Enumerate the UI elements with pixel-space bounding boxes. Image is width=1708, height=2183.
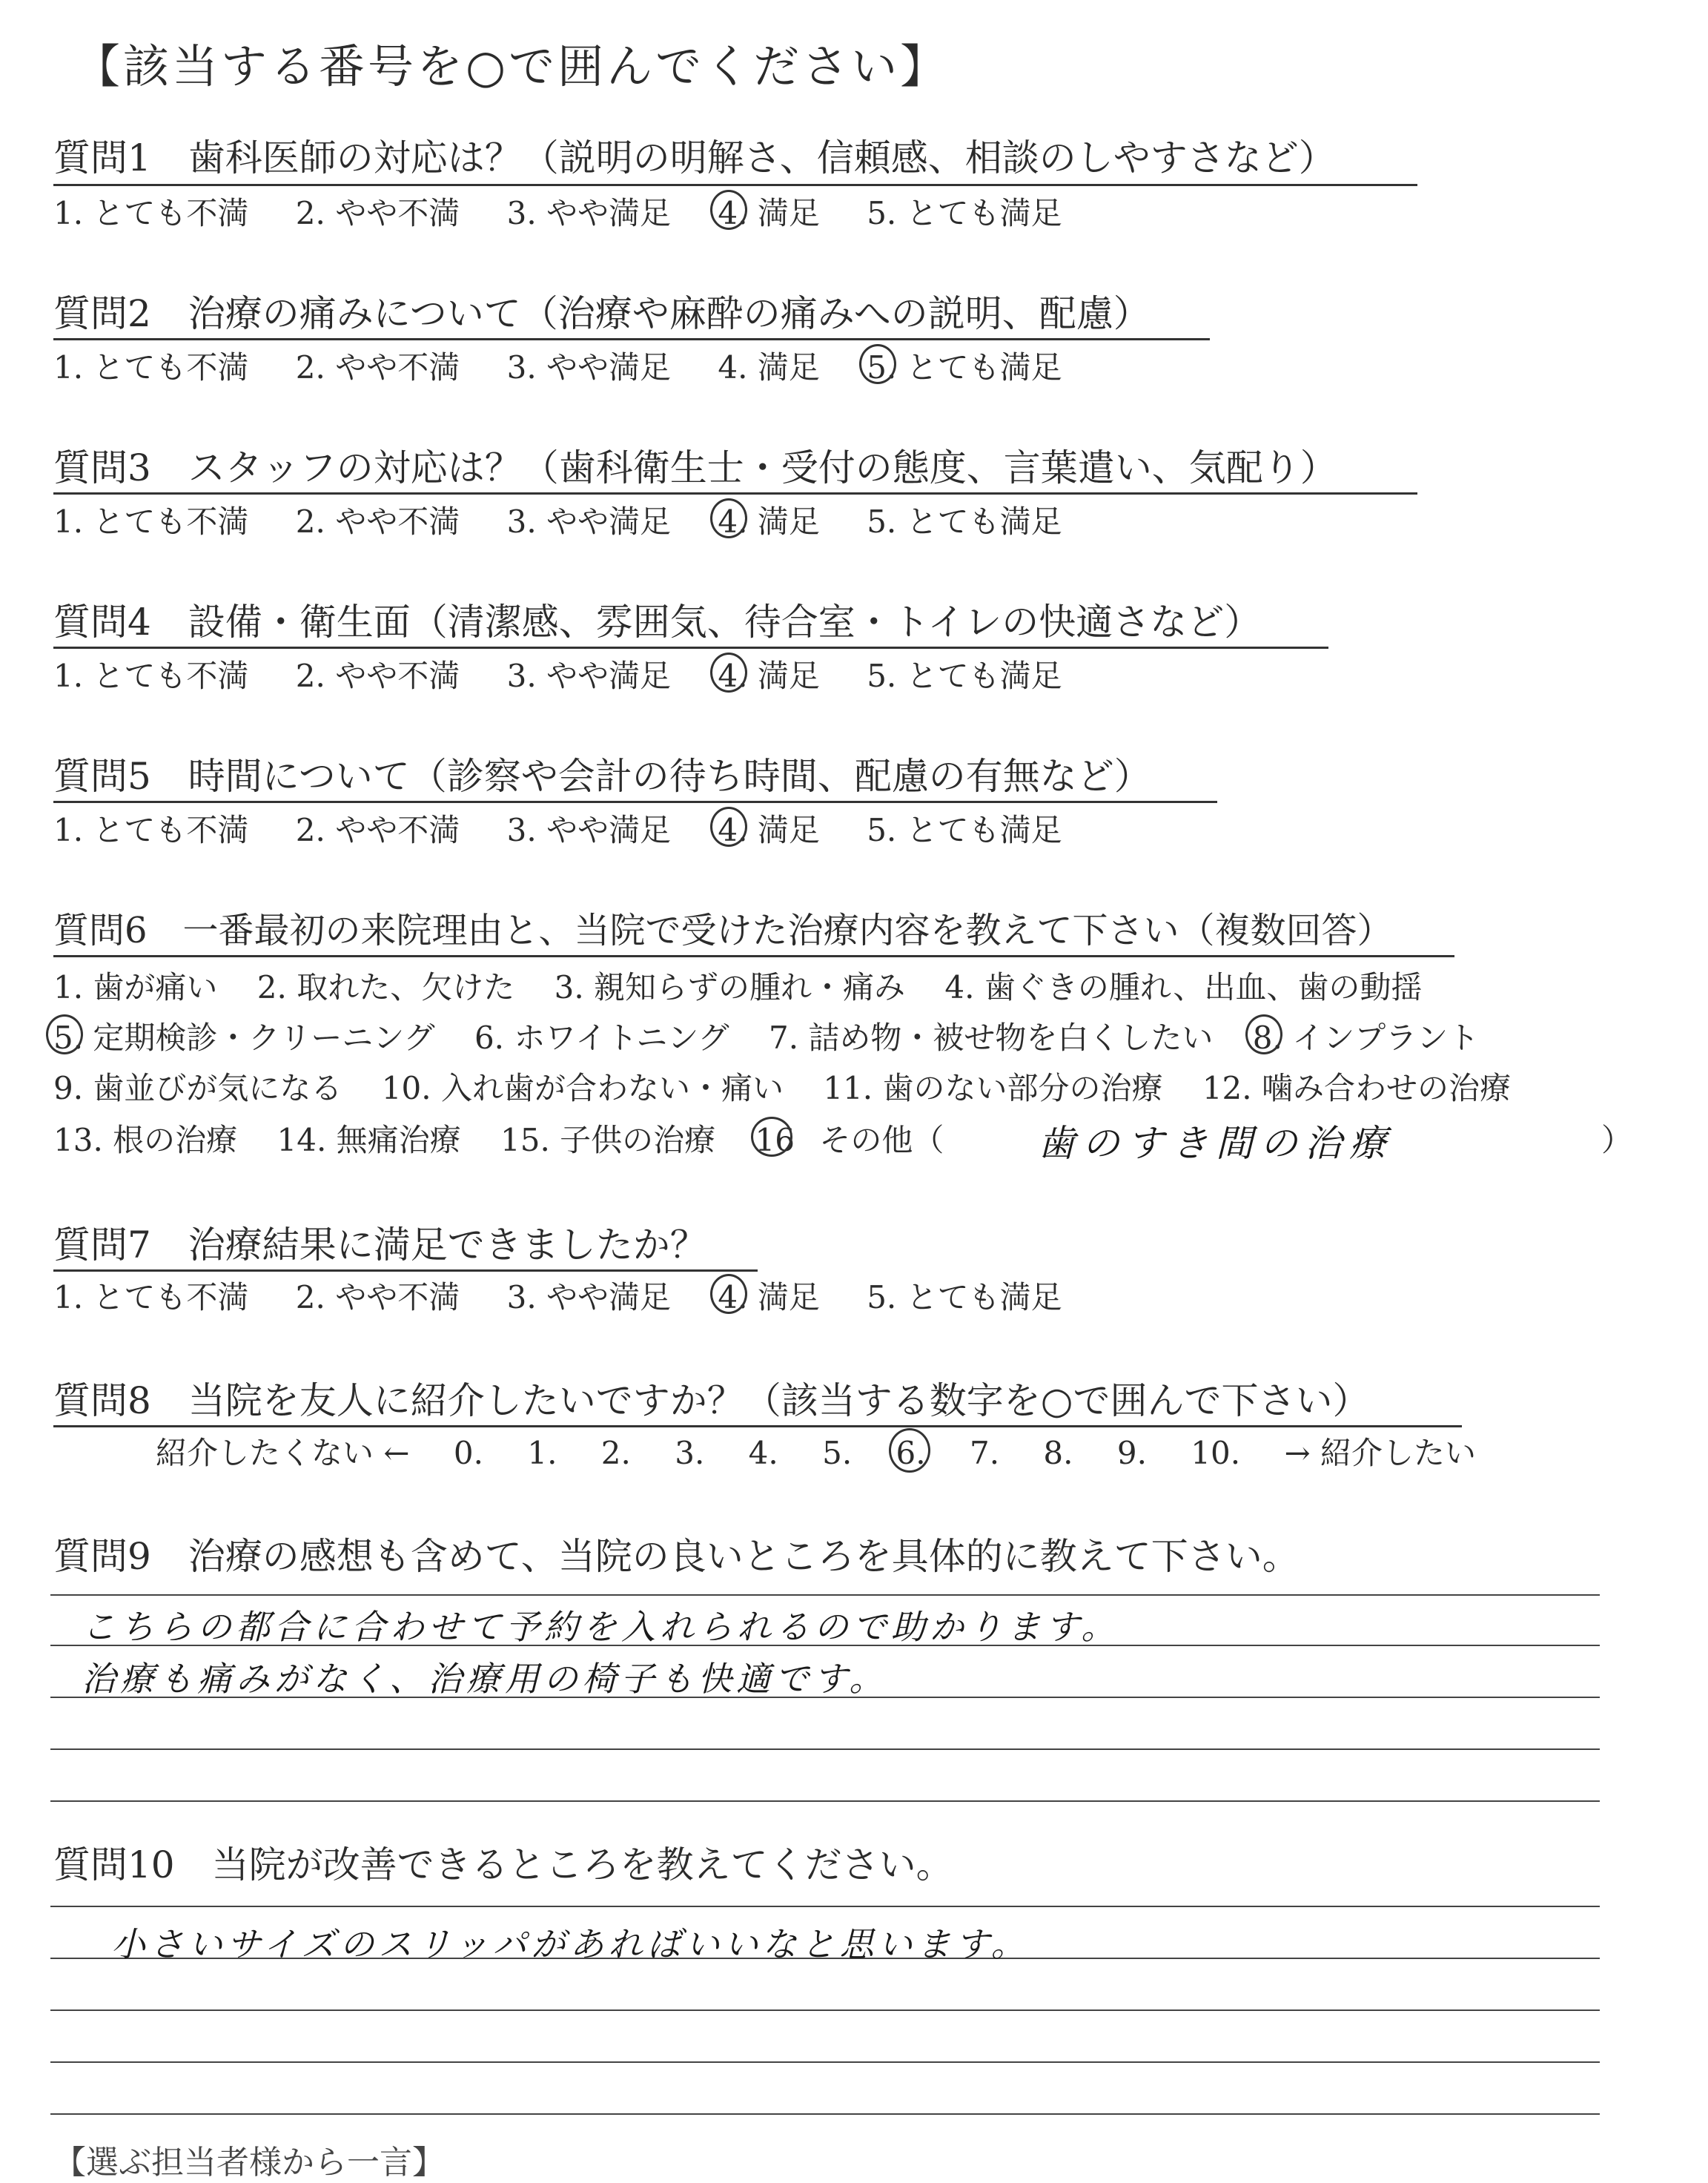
q5-options: [53, 811, 1062, 850]
q4-option-4[interactable]: 4. 満足: [718, 657, 819, 696]
q2-option-4[interactable]: 4. 満足: [718, 349, 820, 386]
q5-option-2[interactable]: 2. やや不満: [295, 812, 460, 848]
q4-option-3[interactable]: 3. やや満足: [506, 658, 672, 694]
q9-heading: 質問9 治療の感想も含めて、当院の良いところを具体的に教えて下さい。: [53, 1535, 1300, 1578]
q4-heading: 質問4 設備・衛生面（清潔感、雰囲気、待合室・トイレの快適さなど）: [53, 601, 1262, 644]
q1-options: [53, 194, 1062, 233]
q2-heading: 質問2 治療の痛みについて（治療や麻酔の痛みへの説明、配慮）: [53, 292, 1151, 335]
q1-option-4[interactable]: 4. 満足: [718, 194, 819, 233]
q7-option-5[interactable]: 5. とても満足: [867, 1279, 1062, 1315]
q8-underline: [53, 1425, 1462, 1427]
q6-other-label: その他（: [819, 1122, 944, 1158]
q1-underline: [53, 184, 1417, 186]
q7-underline: [53, 1269, 758, 1272]
q2-option-2[interactable]: 2. やや不満: [295, 349, 460, 386]
q3-option-5[interactable]: 5. とても満足: [867, 503, 1062, 540]
q6-option-3[interactable]: 3. 親知らずの腫れ・痛み: [554, 969, 906, 1005]
q5-heading: 質問5 時間について（診察や会計の待ち時間、配慮の有無など）: [53, 755, 1151, 798]
q6-row-1: [53, 968, 1422, 1007]
q10-heading: 質問10 当院が改善できるところを教えてください。: [53, 1843, 953, 1886]
q6-other-close: ）: [1601, 1122, 1633, 1158]
q6-row-3: [53, 1069, 1511, 1108]
q1-option-5[interactable]: 5. とても満足: [867, 195, 1062, 231]
selection-circle: [1245, 1014, 1282, 1054]
q6-option-13[interactable]: 13. 根の治療: [53, 1122, 238, 1158]
q4-option-1[interactable]: 1. とても不満: [53, 658, 249, 694]
q8-option-8[interactable]: 8.: [1043, 1435, 1073, 1471]
q9-rule-4: [50, 1748, 1600, 1750]
q6-other-answer[interactable]: 歯のすき間の治療: [1038, 1122, 1394, 1165]
q3-heading: 質問3 スタッフの対応は？（歯科衛生士・受付の態度、言葉遣い、気配り）: [53, 446, 1337, 489]
q6-option-10[interactable]: 10. 入れ歯が合わない・痛い: [381, 1070, 784, 1106]
q6-option-2[interactable]: 2. 取れた、欠けた: [256, 969, 515, 1005]
q2-option-1[interactable]: 1. とても不満: [53, 349, 249, 386]
q7-option-4[interactable]: 4. 満足: [718, 1278, 819, 1317]
q7-option-1[interactable]: 1. とても不満: [53, 1279, 249, 1315]
q1-option-2[interactable]: 2. やや不満: [295, 195, 460, 231]
q6-option-4[interactable]: 4. 歯ぐきの腫れ、出血、歯の動揺: [944, 969, 1423, 1005]
q6-heading: 質問6 一番最初の来院理由と、当院で受けた治療内容を教えて下さい（複数回答）: [53, 910, 1393, 951]
selection-circle: [889, 1428, 930, 1473]
q5-option-1[interactable]: 1. とても不満: [53, 812, 249, 848]
q7-heading: 質問7 治療結果に満足できましたか？: [53, 1223, 707, 1266]
q6-option-9[interactable]: 9. 歯並びが気になる: [53, 1070, 342, 1106]
selection-circle: [46, 1014, 83, 1054]
q10-rule-4: [50, 2061, 1600, 2063]
q8-left-label: 紹介したくない ←: [156, 1435, 410, 1471]
q5-option-4[interactable]: 4. 満足: [718, 811, 819, 850]
q6-option-15[interactable]: 15. 子供の治療: [500, 1122, 716, 1158]
q6-option-7[interactable]: 7. 詰め物・被せ物を白くしたい: [768, 1020, 1214, 1056]
q3-option-1[interactable]: 1. とても不満: [53, 503, 249, 540]
q3-underline: [53, 492, 1417, 495]
q6-option-5[interactable]: 5. 定期検診・クリーニング: [53, 1019, 435, 1057]
q1-option-1[interactable]: 1. とても不満: [53, 195, 249, 231]
q9-answer-line-2[interactable]: 治療も痛みがなく、治療用の椅子も快適です。: [82, 1659, 888, 1699]
q8-option-3[interactable]: 3.: [675, 1435, 705, 1471]
q7-option-3[interactable]: 3. やや満足: [506, 1279, 672, 1315]
q8-option-6[interactable]: 6.: [896, 1434, 926, 1473]
q6-option-6[interactable]: 6. ホワイトニング: [474, 1020, 729, 1056]
q6-option-1[interactable]: 1. 歯が痛い: [53, 969, 218, 1005]
q8-option-7[interactable]: 7.: [969, 1435, 1000, 1471]
q6-option-11[interactable]: 11. 歯のない部分の治療: [823, 1070, 1163, 1106]
q6-option-12[interactable]: 12. 噛み合わせの治療: [1202, 1070, 1511, 1106]
q4-option-2[interactable]: 2. やや不満: [295, 658, 460, 694]
q6-underline: [53, 955, 1454, 957]
q8-option-2[interactable]: 2.: [600, 1435, 631, 1471]
q8-right-label: → 紹介したい: [1284, 1435, 1476, 1471]
q8-option-1[interactable]: 1.: [527, 1435, 557, 1471]
q4-option-5[interactable]: 5. とても満足: [867, 658, 1062, 694]
q6-option-8[interactable]: 8. インプラント: [1253, 1019, 1479, 1057]
q5-option-3[interactable]: 3. やや満足: [506, 812, 672, 848]
q10-answer-line-1[interactable]: 小さいサイズのスリッパがあればいいなと思います。: [111, 1924, 1030, 1964]
q2-option-3[interactable]: 3. やや満足: [506, 349, 672, 386]
q7-options: [53, 1278, 1062, 1317]
selection-circle: [859, 344, 896, 384]
q2-option-5[interactable]: 5. とても満足: [867, 349, 1062, 387]
footer-note: 【選ぶ担当者様から一言】: [53, 2144, 445, 2182]
q10-rule-5: [50, 2113, 1600, 2115]
q9-rule-1: [50, 1594, 1600, 1596]
q7-option-2[interactable]: 2. やや不満: [295, 1279, 460, 1315]
q3-option-3[interactable]: 3. やや満足: [506, 503, 672, 540]
q6-option-16[interactable]: 16: [755, 1121, 795, 1160]
q9-answer-line-1[interactable]: こちらの都合に合わせて予約を入れられるので助かります。: [82, 1607, 1120, 1647]
selection-circle: [751, 1117, 792, 1157]
q2-options: [53, 349, 1062, 387]
q6-option-14[interactable]: 14. 無痛治療: [277, 1122, 461, 1158]
q9-rule-5: [50, 1800, 1600, 1802]
q8-option-4[interactable]: 4.: [748, 1435, 778, 1471]
q4-underline: [53, 647, 1328, 649]
q10-rule-1: [50, 1906, 1600, 1907]
q6-row-2: [53, 1019, 1479, 1057]
q2-underline: [53, 338, 1210, 340]
page-title: 【該当する番号を○で囲んでください】: [74, 39, 950, 93]
q1-option-3[interactable]: 3. やや満足: [506, 195, 672, 231]
q3-option-2[interactable]: 2. やや不満: [295, 503, 460, 540]
q8-option-0[interactable]: 0.: [453, 1435, 483, 1471]
q8-option-5[interactable]: 5.: [822, 1435, 853, 1471]
q5-option-5[interactable]: 5. とても満足: [867, 812, 1062, 848]
q4-options: [53, 657, 1062, 696]
q8-option-9[interactable]: 9.: [1116, 1435, 1147, 1471]
q1-heading: 質問1 歯科医師の対応は？（説明の明解さ、信頼感、相談のしやすさなど）: [53, 136, 1336, 179]
q8-scale: [156, 1434, 1476, 1473]
q6-row-4: [53, 1121, 944, 1160]
q3-option-4[interactable]: 4. 満足: [718, 503, 819, 541]
q8-option-10[interactable]: 10.: [1191, 1435, 1241, 1471]
q3-options: [53, 503, 1062, 541]
q8-heading: 質問8 当院を友人に紹介したいですか？（該当する数字を○で囲んで下さい）: [53, 1379, 1370, 1422]
q10-rule-3: [50, 2009, 1600, 2011]
q5-underline: [53, 801, 1217, 803]
